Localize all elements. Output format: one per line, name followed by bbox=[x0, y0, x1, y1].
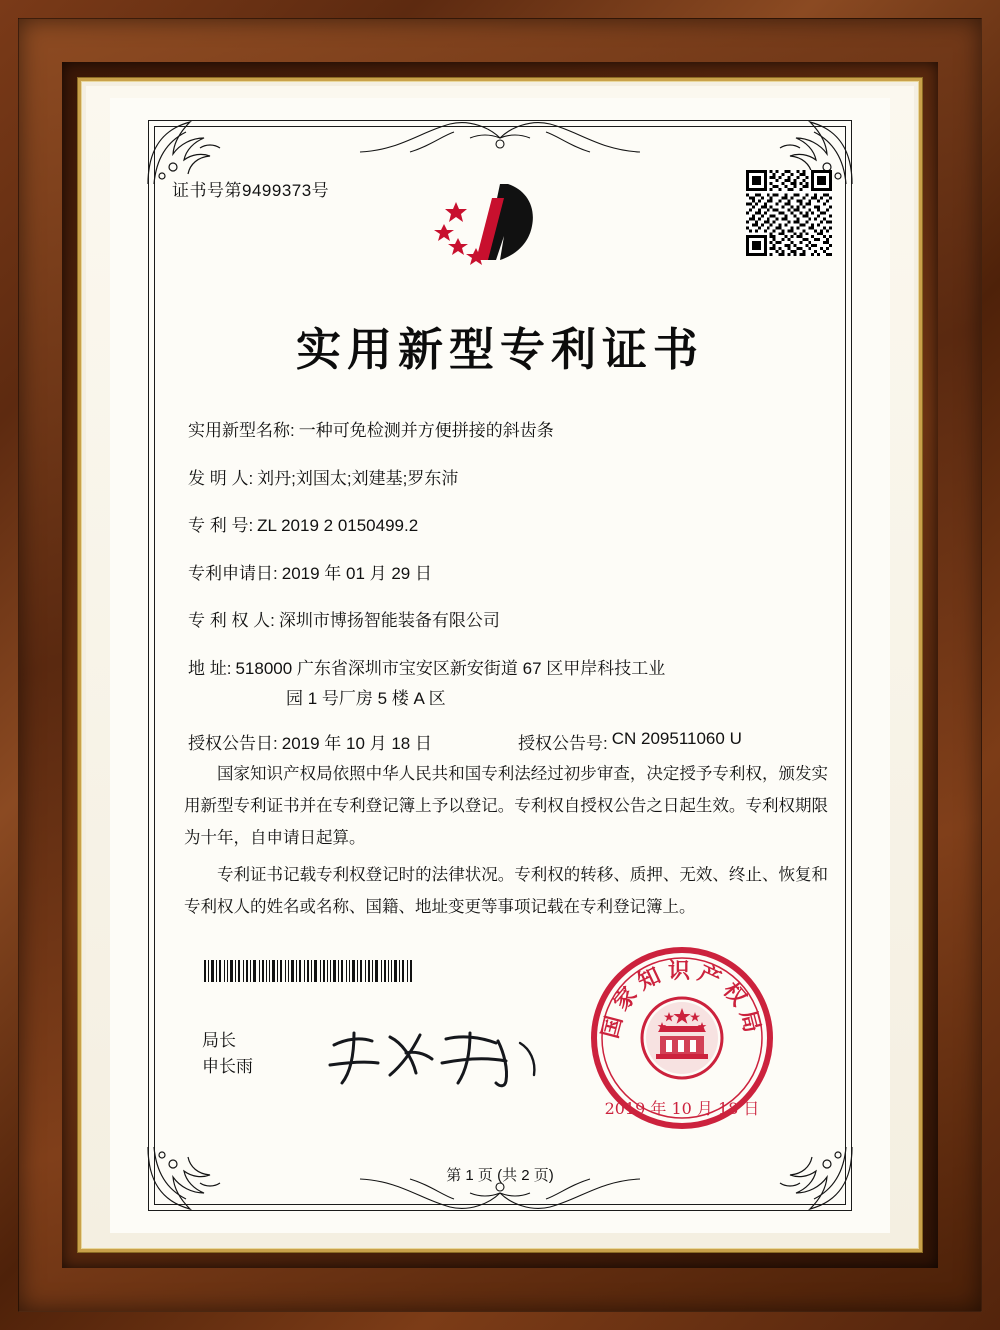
field-application-date bbox=[188, 561, 830, 587]
top-border-ornament-icon bbox=[350, 112, 650, 158]
field-label: 专 利 号: bbox=[188, 516, 254, 535]
field-value: ZL 2019 2 0150499.2 bbox=[257, 516, 419, 535]
page-title: 实用新型专利证书 bbox=[295, 323, 704, 376]
handwritten-signature-icon bbox=[320, 1023, 550, 1093]
field-label: 实用新型名称: bbox=[188, 421, 295, 440]
paragraph-1: 国家知识产权局依照中华人民共和国专利法经过初步审查，决定授予专利权，颁发实用新型专利证书并在专利登记簿上予以登记。专利权自授权公告之日起生效。专利权期限为十年，自申请日起算。 bbox=[184, 764, 828, 848]
signature-role: 局长 bbox=[202, 1031, 236, 1051]
field-value-line1: 518000 广东省深圳市宝安区新安街道 67 区甲岸科技工业 bbox=[235, 658, 666, 678]
certificate-number: 证书号第9499373号 bbox=[172, 181, 330, 200]
field-inventors bbox=[188, 466, 830, 492]
grant-number-label: 授权公告号: bbox=[518, 734, 608, 753]
certificate-paper bbox=[110, 98, 890, 1233]
field-label: 发 明 人: bbox=[188, 468, 254, 488]
grant-date-label: 授权公告日: bbox=[188, 734, 278, 753]
field-value-line2: 园 1 号厂房 5 楼 A 区 bbox=[286, 689, 446, 708]
signature-name: 申长雨 bbox=[202, 1057, 253, 1078]
field-value: 一种可免检测并方便拼接的斜齿条 bbox=[298, 421, 554, 440]
field-patentee bbox=[188, 608, 830, 634]
field-patent-number bbox=[188, 513, 830, 539]
field-grant-info bbox=[188, 729, 830, 754]
barcode-icon bbox=[202, 960, 417, 982]
legal-text bbox=[184, 758, 828, 927]
certificate-fields bbox=[188, 418, 830, 764]
field-value: 深圳市博扬智能装备有限公司 bbox=[278, 611, 500, 630]
field-utility-model-name bbox=[188, 418, 830, 444]
qr-code-icon bbox=[746, 170, 832, 256]
field-label: 专 利 权 人: bbox=[188, 611, 275, 630]
cnipa-patent-logo-icon bbox=[430, 176, 570, 286]
grant-number-value: CN 209511060 U bbox=[611, 729, 742, 748]
field-address bbox=[188, 656, 830, 710]
paragraph-2: 专利证书记载专利权登记时的法律状况。专利权的转移、质押、无效、终止、恢复和专利权人的姓名或名称、国籍、地址变更等事项记载在专利登记簿上。 bbox=[184, 864, 828, 916]
svg-text:国家知识产权局: 国家知识产权局 bbox=[597, 958, 767, 1041]
field-label: 专利申请日: bbox=[188, 563, 278, 583]
signature-block bbox=[202, 1028, 253, 1081]
field-label: 地 址: bbox=[188, 658, 232, 678]
field-value: 刘丹;刘国太;刘建基;罗东沛 bbox=[257, 468, 459, 488]
field-value: 2019 年 01 月 29 日 bbox=[281, 563, 432, 583]
official-red-seal-icon bbox=[582, 938, 782, 1138]
grant-date-value: 2019 年 10 月 18 日 bbox=[281, 734, 432, 753]
page-footer: 第 1 页 (共 2 页) bbox=[446, 1167, 554, 1184]
svg-text:2019 年 10 月 18 日: 2019 年 10 月 18 日 bbox=[604, 1099, 760, 1118]
